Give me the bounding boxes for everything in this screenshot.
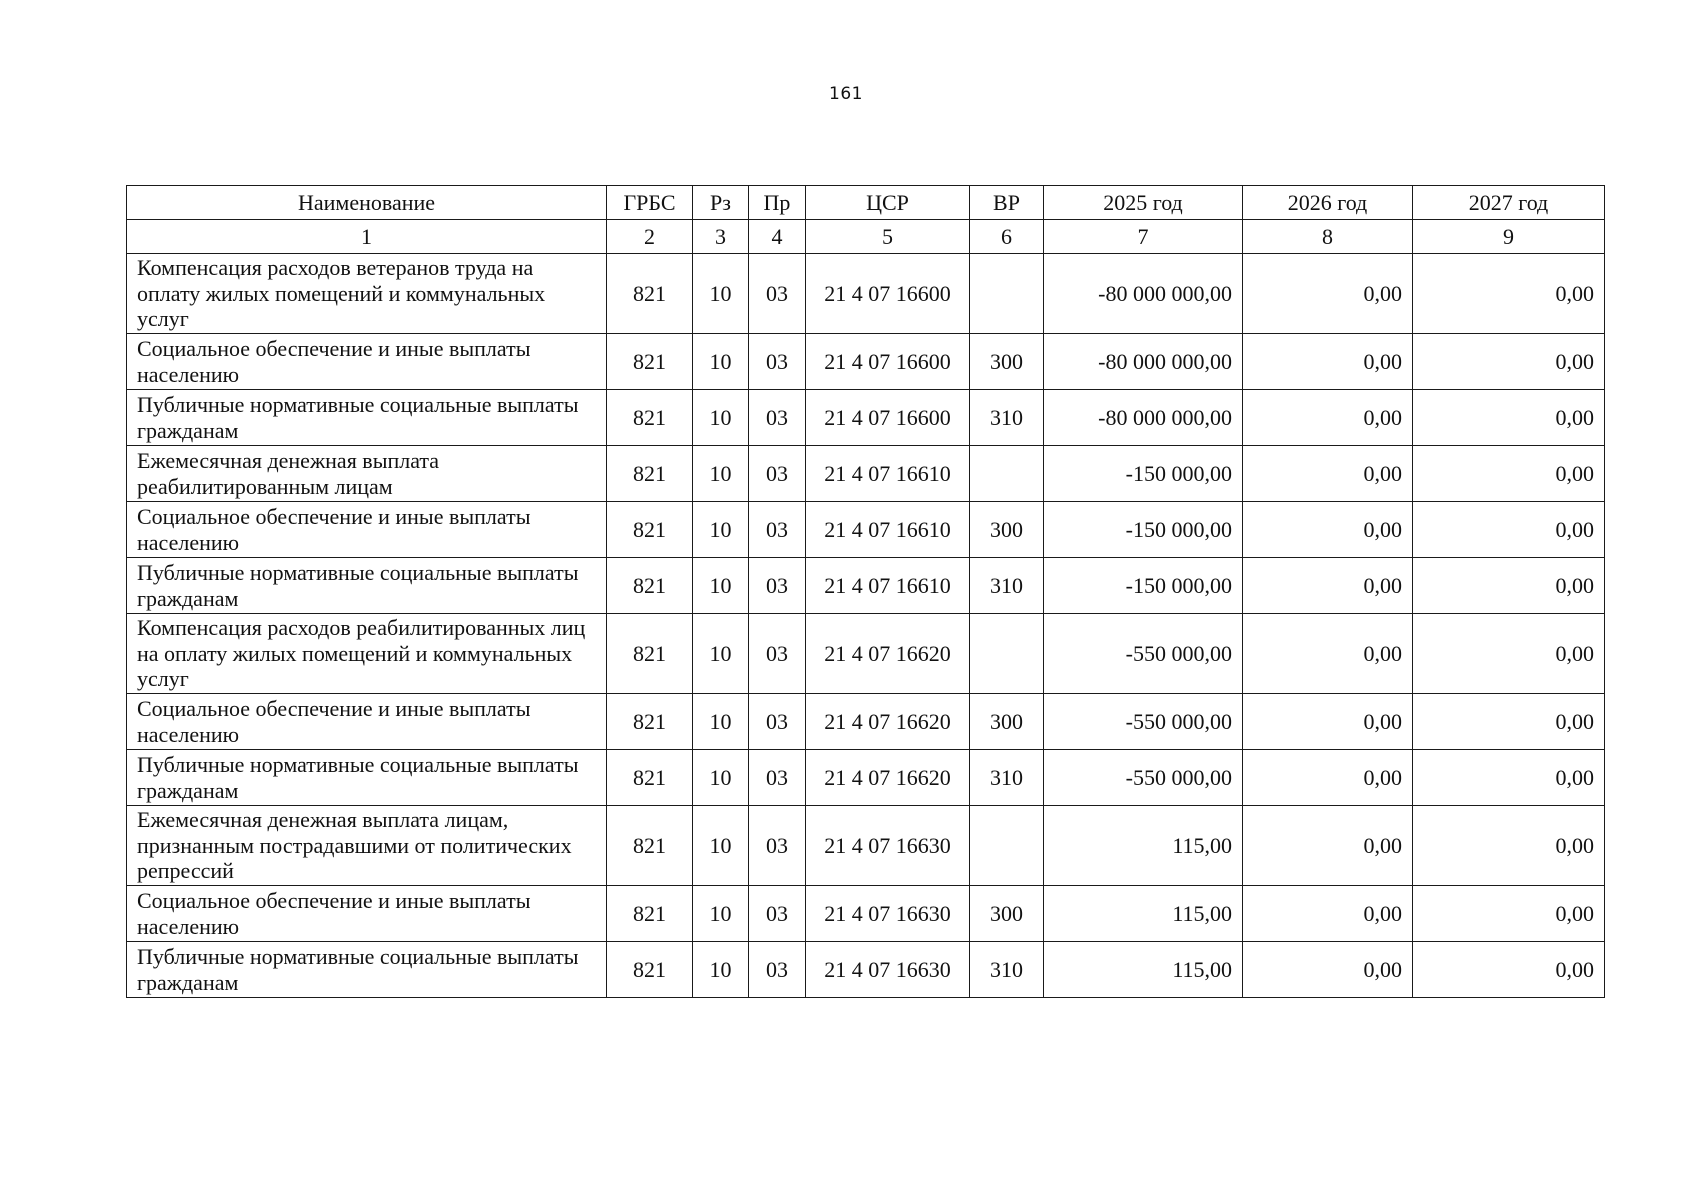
row-name: Социальное обеспечение и иные выплаты населению bbox=[127, 334, 607, 390]
row-csr: 21 4 07 16630 bbox=[806, 886, 970, 942]
row-pr: 03 bbox=[749, 558, 806, 614]
header-2025: 2025 год bbox=[1044, 186, 1243, 220]
row-amount-2026: 0,00 bbox=[1243, 558, 1413, 614]
row-pr: 03 bbox=[749, 334, 806, 390]
row-rz: 10 bbox=[693, 254, 749, 334]
table-row bbox=[127, 446, 1605, 502]
row-grbs: 821 bbox=[607, 446, 693, 502]
row-rz: 10 bbox=[693, 390, 749, 446]
row-name: Публичные нормативные социальные выплаты гражданам bbox=[127, 558, 607, 614]
row-grbs: 821 bbox=[607, 614, 693, 694]
row-csr: 21 4 07 16600 bbox=[806, 254, 970, 334]
table-row bbox=[127, 806, 1605, 886]
table-row bbox=[127, 750, 1605, 806]
row-amount-2026: 0,00 bbox=[1243, 886, 1413, 942]
header-2027: 2027 год bbox=[1413, 186, 1605, 220]
column-number: 6 bbox=[970, 220, 1044, 254]
row-vr: 310 bbox=[970, 558, 1044, 614]
row-amount-2025: -80 000 000,00 bbox=[1044, 254, 1243, 334]
column-number: 7 bbox=[1044, 220, 1243, 254]
row-pr: 03 bbox=[749, 446, 806, 502]
row-name: Ежемесячная денежная выплата реабилитированным лицам bbox=[127, 446, 607, 502]
row-grbs: 821 bbox=[607, 806, 693, 886]
row-amount-2025: -550 000,00 bbox=[1044, 750, 1243, 806]
row-pr: 03 bbox=[749, 390, 806, 446]
row-amount-2027: 0,00 bbox=[1413, 614, 1605, 694]
row-vr bbox=[970, 446, 1044, 502]
table-row bbox=[127, 254, 1605, 334]
row-name: Публичные нормативные социальные выплаты гражданам bbox=[127, 390, 607, 446]
row-amount-2026: 0,00 bbox=[1243, 390, 1413, 446]
row-name: Социальное обеспечение и иные выплаты населению bbox=[127, 694, 607, 750]
row-pr: 03 bbox=[749, 886, 806, 942]
row-amount-2027: 0,00 bbox=[1413, 750, 1605, 806]
row-amount-2027: 0,00 bbox=[1413, 558, 1605, 614]
row-pr: 03 bbox=[749, 942, 806, 998]
row-rz: 10 bbox=[693, 942, 749, 998]
table-row bbox=[127, 334, 1605, 390]
row-amount-2025: -80 000 000,00 bbox=[1044, 334, 1243, 390]
row-amount-2026: 0,00 bbox=[1243, 942, 1413, 998]
row-csr: 21 4 07 16620 bbox=[806, 750, 970, 806]
row-amount-2027: 0,00 bbox=[1413, 334, 1605, 390]
table-row bbox=[127, 390, 1605, 446]
header-pr: Пр bbox=[749, 186, 806, 220]
row-amount-2026: 0,00 bbox=[1243, 694, 1413, 750]
row-rz: 10 bbox=[693, 886, 749, 942]
column-number: 1 bbox=[127, 220, 607, 254]
row-amount-2027: 0,00 bbox=[1413, 502, 1605, 558]
row-csr: 21 4 07 16620 bbox=[806, 614, 970, 694]
row-vr: 310 bbox=[970, 942, 1044, 998]
row-name: Социальное обеспечение и иные выплаты населению bbox=[127, 502, 607, 558]
row-pr: 03 bbox=[749, 502, 806, 558]
row-rz: 10 bbox=[693, 502, 749, 558]
row-amount-2027: 0,00 bbox=[1413, 446, 1605, 502]
row-vr: 300 bbox=[970, 694, 1044, 750]
row-amount-2025: -550 000,00 bbox=[1044, 694, 1243, 750]
table-row bbox=[127, 886, 1605, 942]
row-pr: 03 bbox=[749, 750, 806, 806]
table-row bbox=[127, 942, 1605, 998]
header-grbs: ГРБС bbox=[607, 186, 693, 220]
row-csr: 21 4 07 16620 bbox=[806, 694, 970, 750]
row-rz: 10 bbox=[693, 750, 749, 806]
row-rz: 10 bbox=[693, 558, 749, 614]
row-amount-2026: 0,00 bbox=[1243, 614, 1413, 694]
header-rz: Рз bbox=[693, 186, 749, 220]
column-number: 8 bbox=[1243, 220, 1413, 254]
header-row bbox=[127, 186, 1605, 220]
column-number: 2 bbox=[607, 220, 693, 254]
page-number: 161 bbox=[829, 84, 863, 104]
row-csr: 21 4 07 16600 bbox=[806, 334, 970, 390]
row-rz: 10 bbox=[693, 446, 749, 502]
row-amount-2025: 115,00 bbox=[1044, 806, 1243, 886]
table-row bbox=[127, 558, 1605, 614]
row-vr bbox=[970, 254, 1044, 334]
row-name: Компенсация расходов реабилитированных лиц на оплату жилых помещений и коммунальных услуг bbox=[127, 614, 607, 694]
column-number: 3 bbox=[693, 220, 749, 254]
row-grbs: 821 bbox=[607, 558, 693, 614]
row-grbs: 821 bbox=[607, 334, 693, 390]
row-amount-2026: 0,00 bbox=[1243, 806, 1413, 886]
row-amount-2026: 0,00 bbox=[1243, 254, 1413, 334]
row-rz: 10 bbox=[693, 334, 749, 390]
row-vr: 300 bbox=[970, 502, 1044, 558]
row-amount-2026: 0,00 bbox=[1243, 334, 1413, 390]
row-grbs: 821 bbox=[607, 886, 693, 942]
row-rz: 10 bbox=[693, 614, 749, 694]
row-vr: 310 bbox=[970, 390, 1044, 446]
row-rz: 10 bbox=[693, 694, 749, 750]
row-amount-2027: 0,00 bbox=[1413, 254, 1605, 334]
row-rz: 10 bbox=[693, 806, 749, 886]
row-amount-2027: 0,00 bbox=[1413, 942, 1605, 998]
row-csr: 21 4 07 16630 bbox=[806, 806, 970, 886]
column-number: 9 bbox=[1413, 220, 1605, 254]
row-amount-2027: 0,00 bbox=[1413, 694, 1605, 750]
row-pr: 03 bbox=[749, 614, 806, 694]
column-number: 4 bbox=[749, 220, 806, 254]
row-csr: 21 4 07 16610 bbox=[806, 558, 970, 614]
row-grbs: 821 bbox=[607, 750, 693, 806]
row-grbs: 821 bbox=[607, 942, 693, 998]
row-amount-2025: -150 000,00 bbox=[1044, 446, 1243, 502]
row-pr: 03 bbox=[749, 806, 806, 886]
row-grbs: 821 bbox=[607, 502, 693, 558]
header-vr: ВР bbox=[970, 186, 1044, 220]
row-amount-2025: 115,00 bbox=[1044, 942, 1243, 998]
row-amount-2025: -150 000,00 bbox=[1044, 558, 1243, 614]
header-2026: 2026 год bbox=[1243, 186, 1413, 220]
row-amount-2027: 0,00 bbox=[1413, 806, 1605, 886]
header-name: Наименование bbox=[127, 186, 607, 220]
column-number-row bbox=[127, 220, 1605, 254]
row-csr: 21 4 07 16630 bbox=[806, 942, 970, 998]
row-amount-2025: -80 000 000,00 bbox=[1044, 390, 1243, 446]
row-amount-2026: 0,00 bbox=[1243, 502, 1413, 558]
row-vr: 300 bbox=[970, 334, 1044, 390]
column-number: 5 bbox=[806, 220, 970, 254]
row-amount-2026: 0,00 bbox=[1243, 750, 1413, 806]
budget-table bbox=[126, 185, 1605, 998]
row-amount-2027: 0,00 bbox=[1413, 886, 1605, 942]
row-grbs: 821 bbox=[607, 694, 693, 750]
row-amount-2025: -150 000,00 bbox=[1044, 502, 1243, 558]
row-grbs: 821 bbox=[607, 254, 693, 334]
row-csr: 21 4 07 16610 bbox=[806, 446, 970, 502]
row-name: Ежемесячная денежная выплата лицам, признанным пострадавшими от политических репрессий bbox=[127, 806, 607, 886]
row-name: Публичные нормативные социальные выплаты гражданам bbox=[127, 750, 607, 806]
table-row bbox=[127, 614, 1605, 694]
row-pr: 03 bbox=[749, 254, 806, 334]
row-vr: 310 bbox=[970, 750, 1044, 806]
row-vr bbox=[970, 806, 1044, 886]
table-row bbox=[127, 502, 1605, 558]
row-amount-2026: 0,00 bbox=[1243, 446, 1413, 502]
row-name: Социальное обеспечение и иные выплаты населению bbox=[127, 886, 607, 942]
row-amount-2025: -550 000,00 bbox=[1044, 614, 1243, 694]
row-amount-2027: 0,00 bbox=[1413, 390, 1605, 446]
row-csr: 21 4 07 16600 bbox=[806, 390, 970, 446]
row-amount-2025: 115,00 bbox=[1044, 886, 1243, 942]
header-csr: ЦСР bbox=[806, 186, 970, 220]
row-grbs: 821 bbox=[607, 390, 693, 446]
row-csr: 21 4 07 16610 bbox=[806, 502, 970, 558]
row-pr: 03 bbox=[749, 694, 806, 750]
row-name: Публичные нормативные социальные выплаты гражданам bbox=[127, 942, 607, 998]
row-vr: 300 bbox=[970, 886, 1044, 942]
row-vr bbox=[970, 614, 1044, 694]
row-name: Компенсация расходов ветеранов труда на оплату жилых помещений и коммунальных услуг bbox=[127, 254, 607, 334]
table-row bbox=[127, 694, 1605, 750]
